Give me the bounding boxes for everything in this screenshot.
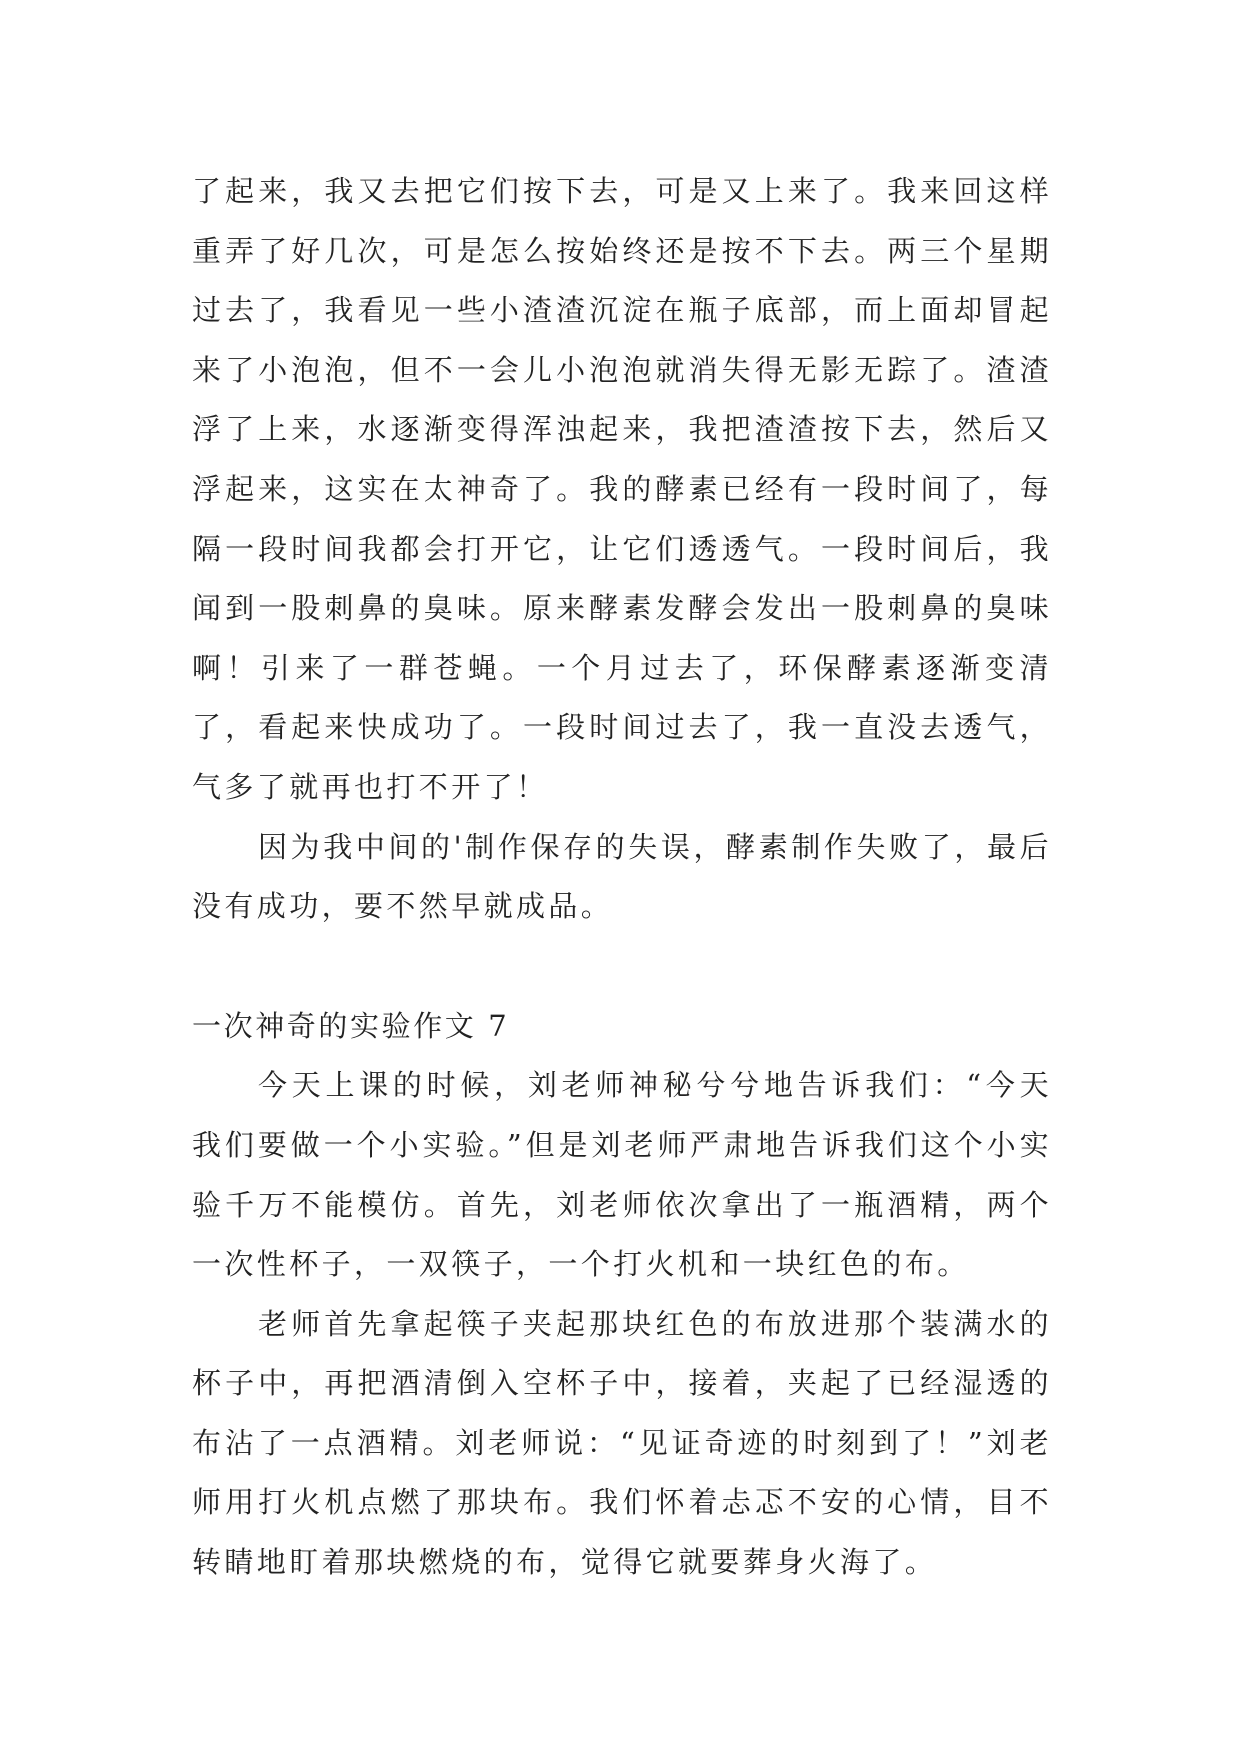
- section-spacer: [192, 937, 1052, 997]
- document-body: [192, 162, 1052, 1593]
- body-paragraph-continued: 了起来，我又去把它们按下去，可是又上来了。我来回这样重弄了好几次，可是怎么按始终还是按不下去。两三个星期过去了，我看见一些小渣渣沉淀在瓶子底部，而上面却冒起来了小泡泡，但不一会儿小泡泡就消失得无影无踪了。渣渣浮了上来，水逐渐变得浑浊起来，我把渣渣按下去，然后又浮起来，这实在太神奇了。我的酵素已经有一段时间了，每隔一段时间我都会打开它，让它们透透气。一段时间后，我闻到一股刺鼻的臭味。原来酵素发酵会发出一股刺鼻的臭味啊！引来了一群苍蝇。一个月过去了，环保酵素逐渐变清了，看起来快成功了。一段时间过去了，我一直没去透气，气多了就再也打不开了！: [192, 174, 1052, 804]
- body-paragraph-conclusion: 因为我中间的'制作保存的失误，酵素制作失败了，最后没有成功，要不然早就成品。: [192, 829, 1052, 924]
- body-paragraph-intro: 今天上课的时候，刘老师神秘兮兮地告诉我们：“今天我们要做一个小实验。”但是刘老师严肃地告诉我们这个小实验千万不能模仿。首先，刘老师依次拿出了一瓶酒精，两个一次性杯子，一双筷子，一个打火机和一块红色的布。: [192, 1068, 1052, 1282]
- section-title: 一次神奇的实验作文 7: [192, 1008, 510, 1043]
- body-paragraph-experiment: 老师首先拿起筷子夹起那块红色的布放进那个装满水的杯子中，再把酒清倒入空杯子中，接着，夹起了已经湿透的布沾了一点酒精。刘老师说：“见证奇迹的时刻到了！”刘老师用打火机点燃了那块布。我们怀着忐忑不安的心情，目不转睛地盯着那块燃烧的布，觉得它就要葬身火海了。: [192, 1306, 1052, 1580]
